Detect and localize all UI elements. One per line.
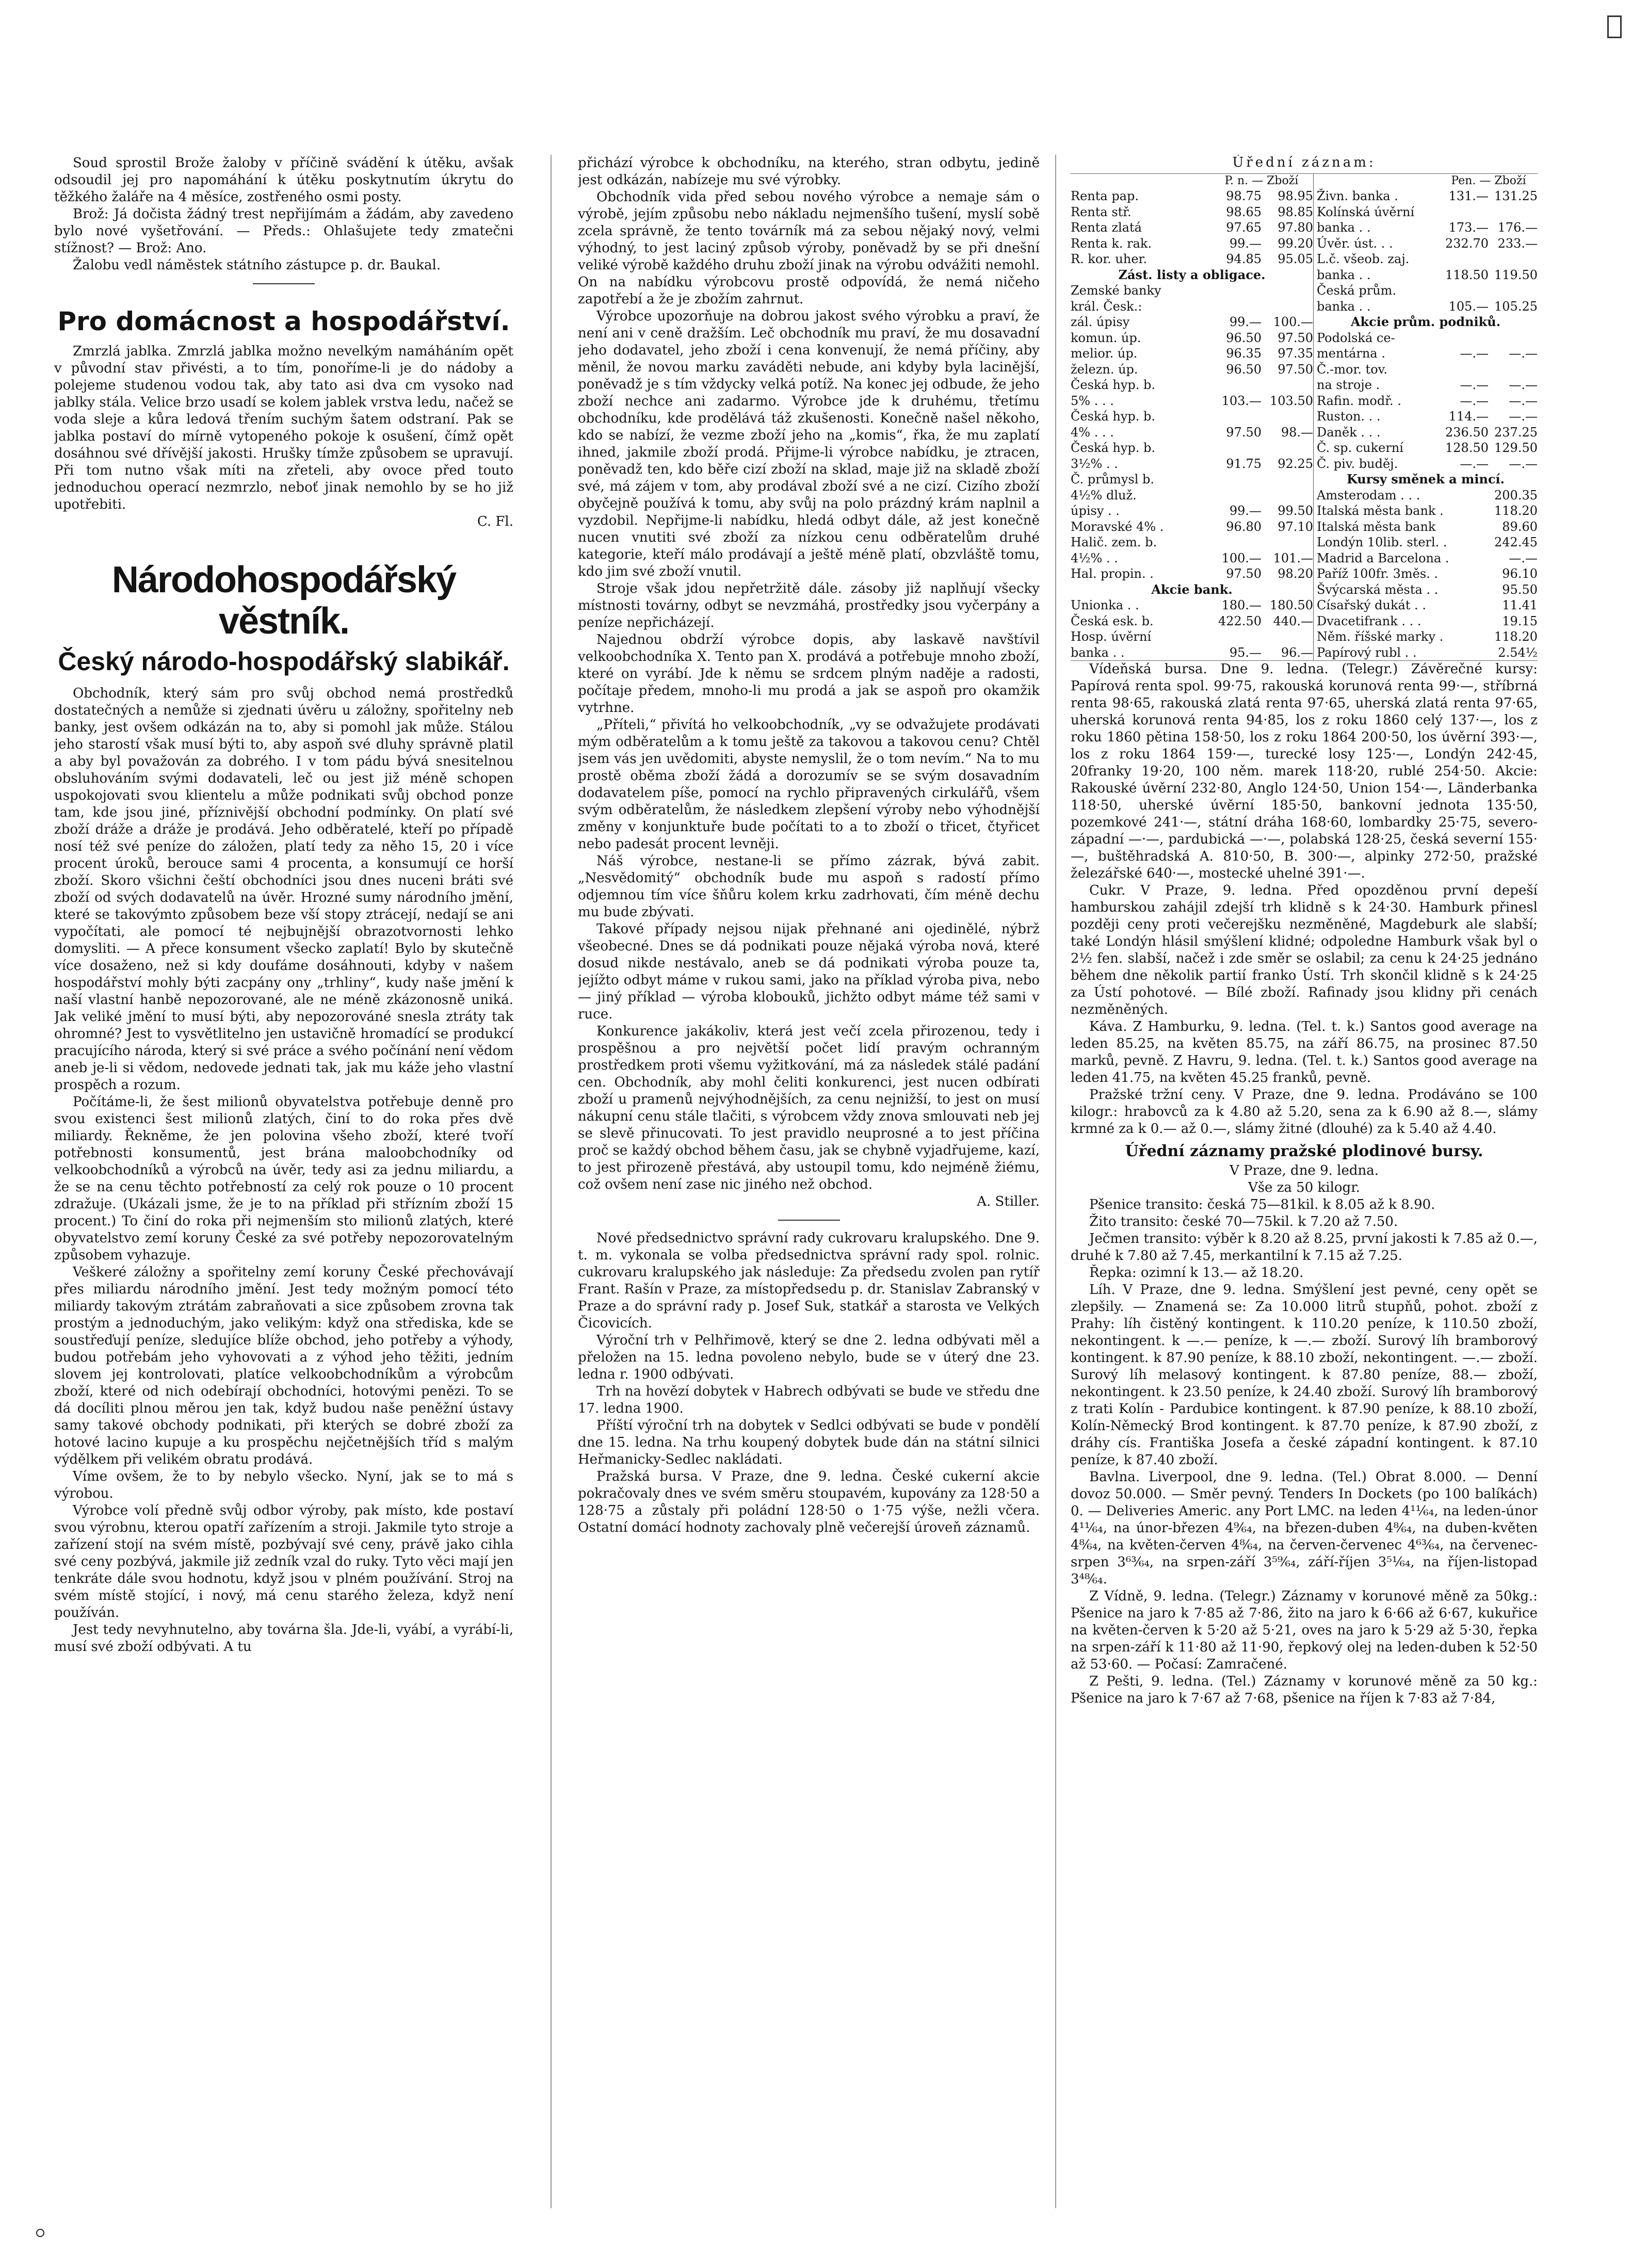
security-name: Halič. zem. b. <box>1071 535 1157 549</box>
quote-value: 95.50 <box>1502 582 1538 597</box>
security-name: Česká hyp. b. <box>1071 378 1155 392</box>
grain-exchange-title: Úřední záznamy pražské plodinové bursy. <box>1125 1142 1483 1160</box>
ask-value <box>1262 534 1313 550</box>
bid-value <box>1210 409 1262 425</box>
security-name: Č. průmysl b. <box>1071 472 1154 487</box>
economy-section-subtitle: Český národo-hospodářský slabikář. <box>58 647 510 676</box>
security-name: Renta zlatá <box>1071 220 1142 235</box>
ask-value: 131.25 <box>1494 189 1538 203</box>
ask-value: 95.05 <box>1278 252 1313 266</box>
bid-value <box>1210 377 1262 393</box>
market-row <box>1071 251 1313 267</box>
market-row <box>1071 314 1313 330</box>
security-name: král. Česk.: <box>1071 299 1142 314</box>
ask-value: 97.80 <box>1278 220 1313 235</box>
market-row <box>1314 629 1538 645</box>
ask-value <box>1262 377 1313 393</box>
market-row <box>1314 377 1538 393</box>
security-name: železn. úp. <box>1071 362 1138 377</box>
market-row <box>1071 613 1313 629</box>
market-row <box>1071 566 1313 582</box>
security-name: R. kor. uher. <box>1071 252 1147 266</box>
security-name: Č. piv. buděj. <box>1317 456 1398 471</box>
security-name: Amsterodam . . . <box>1317 488 1420 503</box>
market-row <box>1071 188 1313 204</box>
market-row <box>1314 267 1538 283</box>
security-name: Hosp. úvěrní <box>1071 629 1152 644</box>
court-report-paragraph: Brož: Já dočista žádný trest nepřijímám a žádám, aby zavedeno bylo nové vyšetřování. — Předs.: Ohlašujete tedy zmatečni stížnost? — Brož: Ano. <box>54 206 513 256</box>
market-row <box>1314 283 1538 299</box>
market-section-heading: Zást. listy a obligace. <box>1118 267 1266 282</box>
news-item: Nové předsednictvo správní rady cukrovaru kralupského. Dne 9. t. m. vykonala se volba předsednictva správní rady spol. rolnic. cukrovaru kralupského jak následuje: Za předsedu zvolen pan rytíř Frant. Rašín v Praze, za místopředsedu p. dr. Stanislav Zabranský v Praze a do správní rady p. Josef Suk, statkář a starosta ve Velkých Čicovicích. <box>578 1230 1040 1331</box>
article-paragraph: „Příteli,“ přivítá ho velkoobchodník, „vy se odvažujete prodávati mým odběratelům a k tomu ještě za takovou a takovou cenu? Chtěl jsem vás jen uvědomiti, abyste nemyslil, že o tom nevím.“ Na to mu prostě oběma zboží žádá a dorozumív se se svým dosavadním dodavatelem píše, pomocí na rychlo připravených cirkulářů, všem svým odběratelům, že následkem zlepšení výroby nebo výhodnější změny v konjunktuře bude počítati to a to zboží o třicet, čtyřicet nebo padesát procent levněji. <box>578 717 1040 852</box>
security-name: Renta k. rak. <box>1071 236 1152 251</box>
ask-value <box>1262 472 1313 488</box>
column-right <box>1071 155 1538 1707</box>
security-name: Papírový rubl . . <box>1317 645 1417 660</box>
grain-quote: Žito transito: české 70—75kil. k 7.20 až 7.50. <box>1089 1214 1398 1229</box>
ask-value: —.— <box>1509 409 1538 424</box>
bid-value: 96.50 <box>1226 362 1262 377</box>
vienna-bourse-report: Vídeňská bursa. Dne 9. ledna. (Telegr.) Závěrečné kursy: Papírová renta spol. 99·75, rakouská korunová renta 99·—, stříbrná renta 98·65, rakouská zlatá renta 97·65, uherská zlatá renta 97·65, uherská korunová renta 94·85, los z roku 1860 celý 137·—, los z roku 1860 pětina 158·50, los z roku 1864 200·50, los úvěrní 393·—, los z roku 1864 159·—, turecké losy 125·—, Londýn 242·45, 20franky 19·20, 100 něm. marek 118·20, rublé 254·50. Akcie: Rakouské úvěrní 232·80, Anglo 124·50, Union 154·—, Länderbanka 118·50, uherské úvěrní 185·50, bankovní jednota 135·50, pozemkové 241·—, státní dráha 168·60, lombardky 25·75, severo-západní —·—, pardubická —·—, polabská 128·25, česká severní 155·—, buštěhradská A. 810·50, B. 300·—, alpinky 272·50, pražské železářské 640·—, mostecké uhelné 391·—. <box>1071 661 1538 881</box>
sugar-report: Cukr. V Praze, 9. ledna. Před opozděnou první depeší hamburskou zahájil zdejší trh klidně s k 24·30. Hamburk přinesl později ceny proti večerejšku nezměněné, Magdeburk ale slabší; také Londýn hlásil smýšlení klidné; odpoledne Hamburk však byl o 2½ fen. slabší, načež i zde směr se oslabil; za cenu k 24·25 jednáno během dne několik partií franko Ústí. Trh skončil klidně s k 24·25 za Ústí pohotové. — Bílé zboží. Rafinady jsou klidny při cenách nezměněných. <box>1071 883 1538 1017</box>
ask-value: 237.25 <box>1494 425 1538 440</box>
quote-value: 200.35 <box>1494 488 1538 503</box>
market-row <box>1071 519 1313 535</box>
grain-quote: Ječmen transito: výběr k 8.20 až 8.25, první jakosti k 7.85 až 0.—, druhé k 7.80 až 7.45, merkantilní k 7.15 až 7.25. <box>1071 1231 1538 1263</box>
security-name: úpisy . . <box>1071 504 1120 518</box>
column-rule <box>1055 155 1056 2208</box>
section-divider <box>253 283 315 284</box>
ask-value: —.— <box>1509 378 1538 392</box>
market-row <box>1314 251 1538 267</box>
security-name: Kolínská úvěrní <box>1317 204 1415 219</box>
ask-value: 96.— <box>1281 645 1313 660</box>
bid-value <box>1440 283 1489 299</box>
security-name: Dvacetifrank . . . <box>1317 613 1421 628</box>
cotton-report: Bavlna. Liverpool, dne 9. ledna. (Tel.) Obrat 8.000. — Denní dovoz 50.000. — Směr pevný. Tenders In Dockets (po 100 balíkách) 0. — Deliveries Americ. any Port LMC. na leden 4¹¹⁄₆₄, na leden-únor 4¹¹⁄₆₄, na únor-březen 4⁹⁄₆₄, na březen-duben 4⁸⁄₆₄, na duben-květen 4⁸⁄₆₄, na květen-červen 4⁸⁄₆₄, na červen-červenec 4⁶³⁄₆₄, na červenec-srpen 3⁶³⁄₆₄, na srpen-září 3⁵⁹⁄₆₄, září-říjen 3⁵¹⁄₆₄, na říjen-listopad 3⁴⁸⁄₆₄. <box>1071 1469 1538 1587</box>
ask-value: —.— <box>1509 393 1538 408</box>
market-section-heading: Akcie prům. podniků. <box>1350 314 1501 329</box>
coffee-report: Káva. Z Hamburku, 9. ledna. (Tel. t. k.) Santos good average na leden 85.25, na květen 85.75, na září 86.75, na prosinec 87.50 marků, pevně. Z Havru, 9. ledna. (Tel. t. k.) Santos good average na leden 41.75, na květen 45.25 franků, pevně. <box>1071 1019 1538 1086</box>
market-row <box>1314 393 1538 409</box>
security-name: Č. sp. cukerní <box>1317 441 1403 455</box>
ask-value: 97.50 <box>1278 330 1313 345</box>
article-paragraph: Stroje však jdou nepřetržitě dále. zásoby již naplňují všecky místnosti továrny, odbyt se nevzmáhá, prostředky jsou vyčerpány a peníze nepřicházejí. <box>578 581 1040 630</box>
market-records-title: Úřední záznam: <box>1232 155 1376 170</box>
ask-value <box>1489 251 1538 267</box>
bid-value <box>1210 488 1262 504</box>
ask-value <box>1262 409 1313 425</box>
market-row <box>1071 425 1313 441</box>
quote-value: 118.20 <box>1494 629 1538 644</box>
security-name: L.č. všeob. zaj. <box>1317 252 1410 266</box>
market-row <box>1071 409 1313 425</box>
market-row <box>1071 440 1313 456</box>
ask-value: 97.50 <box>1278 362 1313 377</box>
bid-value: 236.50 <box>1445 425 1489 440</box>
ask-value: 98.— <box>1281 425 1313 440</box>
quote-value: —.— <box>1509 550 1538 565</box>
security-name: Italská města bank . <box>1317 504 1444 518</box>
quote-value: 242.45 <box>1494 535 1538 549</box>
market-row <box>1314 613 1538 629</box>
security-name: komun. úp. <box>1071 330 1141 345</box>
ask-value: 129.50 <box>1494 441 1538 455</box>
security-name: banka . . <box>1317 220 1371 235</box>
market-row <box>1071 472 1313 488</box>
security-name: Unionka . . <box>1071 598 1139 612</box>
security-name: Úvěr. úst. . . <box>1317 236 1393 251</box>
market-row <box>1071 220 1313 236</box>
ask-value <box>1262 440 1313 456</box>
security-name: Císařský dukát . . <box>1317 598 1427 612</box>
court-report-paragraph: Soud sprostil Brože žaloby v příčině svádění k útěku, avšak odsoudil jej pro napomáhání k útěku poskytnutím úkrytu do těžkého žaláře na 4 měsíce, zostřeného osmi posty. <box>54 155 513 205</box>
ask-value: 440.— <box>1273 613 1313 628</box>
column-rule <box>551 155 552 2208</box>
ask-value: 98.20 <box>1278 566 1313 581</box>
bid-value <box>1210 534 1262 550</box>
ask-value: 97.35 <box>1278 346 1313 361</box>
bid-value <box>1210 283 1262 299</box>
bid-value: 103.— <box>1221 393 1262 408</box>
bid-value: 99.— <box>1229 315 1262 329</box>
market-row <box>1071 488 1313 504</box>
corner-crop-mark <box>1607 15 1622 38</box>
grain-date: V Praze, dne 9. ledna. <box>1229 1163 1379 1178</box>
market-row <box>1071 645 1313 661</box>
market-row <box>1071 299 1313 315</box>
ask-value: 105.25 <box>1494 299 1538 314</box>
security-name: Ruston. . . <box>1317 409 1381 424</box>
vienna-grain-report: Z Vídně, 9. ledna. (Telegr.) Záznamy v korunové měně za 50kg.: Pšenice na jaro k 7·85 až 7·86, žito na jaro k 6·66 až 6·67, kukuřice na květen-červen k 5·20 až 5·21, oves na jaro k 5·29 až 5·30, řepka na srpen-září k 11·80 až 11·90, řepkový olej na leden-duben k 52·50 až 53·60. — Počasí: Zamračené. <box>1071 1589 1538 1672</box>
punch-hole-mark <box>36 2229 44 2237</box>
market-table-left <box>1071 174 1314 660</box>
market-row <box>1071 393 1313 409</box>
security-name: Zemské banky <box>1071 283 1161 298</box>
bid-value: 98.65 <box>1226 204 1262 219</box>
security-name: Něm. říšské marky . <box>1317 629 1444 644</box>
author-signature: A. Stiller. <box>977 1194 1040 1209</box>
market-row <box>1314 409 1538 425</box>
market-row <box>1314 204 1538 220</box>
article-paragraph: Najednou obdrží výrobce dopis, aby laskavě navštívil velkoobchodníka X. Tento pan X. prodává a potřebuje mnoho zboží, které on vyrábí. Jde k němu se srdcem plným naděje a radosti, počítaje předem, mnoho-li mu prodá a jak se aspoň pro okamžik vytrhne. <box>578 632 1040 716</box>
market-row <box>1071 597 1313 613</box>
news-item: Příští výroční trh na dobytek v Sedlci odbývati se bude v pondělí dne 15. ledna. Na trhu koupený dobytek bude dán na státní silnici Heřmanicky-Sedlec nakládati. <box>578 1418 1040 1467</box>
bid-value: 96.50 <box>1226 330 1262 345</box>
market-row <box>1314 236 1538 252</box>
bid-value: 97.65 <box>1226 220 1262 235</box>
ask-value <box>1489 362 1538 378</box>
household-paragraph: Zmrzlá jablka. Zmrzlá jablka možno nevelkým namáháním opět v původní stav přivésti, a to tím, ponoříme-li je do nádoby a polejeme studenou vodou tak, aby tato asi dva cm vysoko nad jablky stála. Velice brzo usadí se kolem jablek vrstva ledu, načež se voda sleje a kůra ledová třením suchým šatem odstraní. Pak se jablka postaví do mírně vytopeného pokoje k osušení, čímž opět dosáhnou své dřívější jakosti. Hrušky tímže způsobem se upravují. Při tom nutno však míti na zřeteli, aby ovoce před touto jednoduchou operací nezmrzlo, neboť jinak nemohlo by se ho již upotřebiti. <box>54 344 513 512</box>
bid-value: 118.50 <box>1445 267 1489 282</box>
economy-paragraph: Víme ovšem, že to by nebylo všecko. Nyní, jak se to má s výrobou. <box>54 1469 513 1501</box>
market-row <box>1071 346 1313 362</box>
bid-value: 96.80 <box>1226 519 1262 534</box>
ask-value: 180.50 <box>1270 598 1313 612</box>
grain-quote: Řepka: ozimní k 13.— až 18.20. <box>1089 1265 1304 1281</box>
news-item: Trh na hovězí dobytek v Habrech odbývati se bude ve středu dne 17. ledna 1900. <box>578 1384 1040 1416</box>
bid-value: 100.— <box>1221 550 1262 565</box>
security-name: Paříž 100fr. 3měs. . <box>1317 566 1439 581</box>
security-name: Renta stř. <box>1071 204 1132 219</box>
security-name: Česká prům. <box>1317 283 1397 298</box>
bid-value: 114.— <box>1448 409 1489 424</box>
ask-value <box>1489 283 1538 299</box>
quote-value: 89.60 <box>1502 519 1538 534</box>
news-item: Výroční trh v Pelhřimově, který se dne 2. ledna odbývati měl a přeložen na 15. ledna povoleno nebylo, bude se v úterý dne 23. ledna r. 1900 odbývati. <box>578 1333 1040 1382</box>
security-name: Moravské 4% . <box>1071 519 1164 534</box>
market-row <box>1071 204 1313 220</box>
bid-value: 131.— <box>1448 189 1489 203</box>
bid-value <box>1210 440 1262 456</box>
security-name: Č.-mor. tov. <box>1317 362 1387 377</box>
grain-quote: Pšenice transito: česká 75—81kil. k 8.05 až k 8.90. <box>1089 1197 1435 1212</box>
bid-value: 97.50 <box>1226 566 1262 581</box>
bid-value: 91.75 <box>1226 456 1262 471</box>
market-row <box>1071 377 1313 393</box>
market-row <box>1071 456 1313 472</box>
bid-value <box>1210 472 1262 488</box>
bid-value <box>1440 251 1489 267</box>
ask-value <box>1262 283 1313 299</box>
security-name: banka . . <box>1071 645 1125 660</box>
security-name: 4½% . . <box>1071 550 1118 565</box>
prague-market-report: Pražské tržní ceny. V Praze, dne 9. ledna. Prodáváno se 100 kilogr.: hrabovců za k 4.80 až 5.20, sena za k 6.90 až 8.—, slámy krmné za k 0.— až 0.—, slámy žitné (dlouhé) za k 5.40 až 4.40. <box>1071 1087 1538 1137</box>
market-colhead: Pen. — Zboží <box>1451 174 1526 187</box>
market-row <box>1314 299 1538 315</box>
news-item: Pražská bursa. V Praze, dne 9. ledna. České cukerní akcie pokračovaly dnes ve svém směru stoupavém, kupovány za 128·50 a 128·75 a zůstaly při poládní 128·50 o 1·75 výše, nežli včera. Ostatní domácí hodnoty zachovaly plně večerejší úroveň záznamů. <box>578 1469 1040 1535</box>
bid-value: 232.70 <box>1445 236 1489 251</box>
ask-value: 92.25 <box>1278 456 1313 471</box>
market-row <box>1314 566 1538 582</box>
ask-value: —.— <box>1509 346 1538 361</box>
market-table <box>1071 173 1538 661</box>
bid-value: 99.— <box>1229 504 1262 518</box>
security-name: mentárna . <box>1317 346 1385 361</box>
bid-value: 128.50 <box>1445 441 1489 455</box>
ask-value: 98.85 <box>1278 204 1313 219</box>
security-name: 4½% dluž. <box>1071 488 1137 503</box>
bid-value <box>1440 362 1489 378</box>
ask-value <box>1262 299 1313 315</box>
household-section-title: Pro domácnost a hospodářství. <box>57 306 510 336</box>
pest-grain-report: Z Pešti, 9. ledna. (Tel.) Záznamy v korunové měně za 50 kg.: Pšenice na jaro k 7·67 až 7·68, pšenice na říjen k 7·83 až 7·84, <box>1071 1674 1538 1706</box>
market-row <box>1314 440 1538 456</box>
security-name: 4% . . . <box>1071 425 1114 440</box>
market-row <box>1071 283 1313 299</box>
market-row <box>1071 550 1313 566</box>
security-name: Daněk . . . <box>1317 425 1381 440</box>
bid-value <box>1440 204 1489 220</box>
bid-value: —.— <box>1460 346 1489 361</box>
security-name: Švýcarská města . . <box>1317 582 1439 597</box>
security-name: 5% . . . <box>1071 393 1114 408</box>
market-row <box>1071 503 1313 519</box>
market-row <box>1314 534 1538 550</box>
grain-unit: Vše za 50 kilogr. <box>1248 1180 1361 1195</box>
market-row <box>1314 425 1538 441</box>
ask-value: 176.— <box>1497 220 1538 235</box>
column-left <box>54 155 513 1656</box>
market-row <box>1314 346 1538 362</box>
article-paragraph: Takové případy nejsou nijak přehnané ani ojedinělé, nýbrž všeobecné. Dnes se dá podnikati pouze nějaká výroba nová, které dosud nikde nestávalo, aneb se dá podnikati výroba pouze ta, jejížto odbyt máme v rukou sami, jako na příklad výroba piva, nebo — jiný příklad — výroba klobouků, jichžto odbyt máme též sami v ruce. <box>578 921 1040 1022</box>
newspaper-page <box>54 155 1540 2208</box>
quote-value: 2.54½ <box>1498 645 1538 660</box>
economy-paragraph: Veškeré záložny a spořitelny zemí koruny České přechovávají přes miliardu národního jmění. Jest tedy možným pomocí této miliardy takovým ztrátám zabraňovati a sice způsobem zrovna tak prostým a jednoduchým, jako velikým: když ona střediska, kde se soustřeďují peníze, sledujíce blíže obchod, jeho potřeby a výhody, budou potřebám jeho vyhovovati a z výhod jeho těžiti, jedním slovem jej kontrolovati, platíce velkoobchodníkům a výrobcům zboží, které od nich odebírají obchodníci, hotovými penězi. To se dá docíliti plnou měrou jen tak, když budou naše peněžní ústavy samy takové obchody podnikati, při kterých se dobré zboží za hotové lacino kupuje a ku prospěchu nejčetnějších tříd s malým výdělkem při velikém obratu prodává. <box>54 1265 513 1467</box>
ask-value: 98.95 <box>1278 189 1313 203</box>
market-row <box>1314 220 1538 236</box>
quote-value: 19.15 <box>1502 613 1538 628</box>
security-name: Hal. propin. . <box>1071 566 1154 581</box>
bid-value <box>1440 330 1489 346</box>
market-row <box>1314 188 1538 204</box>
bid-value: —.— <box>1460 378 1489 392</box>
ask-value <box>1489 204 1538 220</box>
ask-value: 99.20 <box>1278 236 1313 251</box>
bid-value: 94.85 <box>1226 252 1262 266</box>
spirit-report: Líh. V Praze, dne 9. ledna. Smýšlení jest pevné, ceny opět se zlepšily. — Znamená se: Za 10.000 litrů stupňů, pohot. zboží z Prahy: líh čistěný kontingent. k 110.20 peníze, k 110.50 zboží, nekontingent. k —.— peníze, k —.— zboží. Surový líh bramborový kontingent. k 87.90 peníze, k 88.10 zboží, nekontingent. —.— zboží. Surový líh melasový kontingent. k 87.80 peníze, 88.— zboží, nekontingent. k 23.50 peníze, k 24.40 zboží. Surový líh bramborový z trati Kolín - Pardubice kontingent. k 87.90 peníze, k 88.10 zboží, Kolín-Německý Brod kontingent. k 87.70 peníze, k 87.90 zboží, z dráhy cís. Františka Josefa a české západní kontingent. k 87.10 peníze, k 87.40 zboží. <box>1071 1282 1538 1468</box>
security-name: Podolská ce- <box>1317 330 1395 345</box>
bid-value <box>1210 299 1262 315</box>
quote-value: 118.20 <box>1494 504 1538 518</box>
quote-value: 96.10 <box>1502 566 1538 581</box>
bid-value: 99.— <box>1229 236 1262 251</box>
economy-paragraph: Výrobce volí předně svůj odbor výroby, pak místo, kde postaví svou výrobnu, kterou opatří zařízením a stroji. Jakmile tyto stroje a zařízení stojí na svém místě, pozbývají své ceny, právě jako cihla své ceny pozbývá, jakmile již zedník vzal do ruky. Tyto věci mají jen tenkráte dále svou hodnotu, když jsou v plném používání. Stroj na svém místě stojící, i nový, má cenu starého železa, když není používán. <box>54 1503 513 1621</box>
economy-paragraph: Jest tedy nevyhnutelno, aby továrna šla. Jde-li, vyábí, a vyrábí-li, musí své zboží odbývati. A tu <box>54 1622 513 1655</box>
ask-value: 119.50 <box>1494 267 1538 282</box>
section-divider <box>778 1220 840 1221</box>
security-name: Česká esk. b. <box>1071 613 1154 628</box>
security-name: Renta pap. <box>1071 189 1139 203</box>
ask-value: 97.10 <box>1278 519 1313 534</box>
security-name: Živn. banka . <box>1317 189 1398 203</box>
bid-value: 98.75 <box>1226 189 1262 203</box>
bid-value: —.— <box>1460 456 1489 471</box>
ask-value: —.— <box>1509 456 1538 471</box>
market-row <box>1314 503 1538 519</box>
market-row <box>1314 456 1538 472</box>
market-row <box>1071 330 1313 346</box>
economy-paragraph: Obchodník, který sám pro svůj obchod nemá prostředků dostatečných a nemůže si zjednati úvěru u záložny, spořitelny neb banky, jest ovšem odkázán na to, aby si pomohl jak může. Stálou jeho starostí však musí býti to, aby aspoň své dluhy správně platil a aby byl považován za dobrého. I v tom pádu bývá snesitelnou obsluhováním svými dodavateli, leč ou jest již méně schopen uspokojovati svou klientelu a může podnikati svůj obchod ponze tam, kde jsou jiné, příznivější obchodní podmínky. On platí své zboží dráže a dráže je prodává. Jeho odběratelé, kteří po případě nosí též své peníze do záložen, platí tedy za něho 15, 20 i více procent úroků, berouce sami 4 procenta, a konsumují ce horší zboží. Skoro všichni čeští obchodníci jsou dnes nuceni bráti své zboží od svých dodavatelů na úvěr. Hrozné sumy národního jmění, které se takovýmto způsobem beze vší stopy ztrácejí, nedají se ani vypočítati, ale pomocí té nejbujnější obrazotvornosti lehko domysliti. — A přece konsument všecko zaplatí! Bylo by skutečně více dosaženo, než si kdy doufáme dosáhnouti, kdyby v našem hospodářství mohly býti zacpány ony „trhliny“, kudy naše jmění k naší vlastní hanbě nepozorované, ale ne méně zkázonosně uniká. Jak veliké jmění to musí býti, aby nepozorováné snesla ztráty tak ohromné? Jest to vysvětlitelno jen ustavičně hromadící se produkcí pracujícího národa, který si své práce a svého počínání není vědom aneb je-li si vědom, nedovede jednati tak, jak mu káže jeho vlastní prospěch a rozum. <box>54 686 513 1093</box>
column-middle <box>578 155 1040 1536</box>
bid-value: 95.— <box>1229 645 1262 660</box>
ask-value: 103.50 <box>1270 393 1313 408</box>
market-row <box>1071 236 1313 252</box>
ask-value: 101.— <box>1273 550 1313 565</box>
market-table-right <box>1314 174 1538 660</box>
security-name: banka . . <box>1317 267 1371 282</box>
security-name: banka . . <box>1317 299 1371 314</box>
market-row <box>1314 362 1538 378</box>
market-section-heading: Kursy směnek a mincí. <box>1346 472 1505 487</box>
quote-value: 11.41 <box>1502 598 1538 612</box>
security-name: Česká hyp. b. <box>1071 409 1155 424</box>
market-row <box>1314 330 1538 346</box>
bid-value: 105.— <box>1448 299 1489 314</box>
ask-value <box>1262 488 1313 504</box>
bid-value <box>1210 629 1262 645</box>
bid-value: 422.50 <box>1218 613 1262 628</box>
article-paragraph: Náš výrobce, nestane-li se přímo zázrak, bývá zabit. „Nesvědomitý“ obchodník bude mu aspoň s radostí přímo odjemnou tím více šňůru kolem krku zadrhovati, čím méně dechu mu bude zbývati. <box>578 853 1040 920</box>
security-name: Madrid a Barcelona . <box>1317 550 1449 565</box>
ask-value: 233.— <box>1497 236 1538 251</box>
ask-value: 100.— <box>1273 315 1313 329</box>
market-colhead: P. n. — Zboží <box>1224 174 1299 187</box>
security-name: Rafin. modř. . <box>1317 393 1401 408</box>
bid-value: —.— <box>1460 393 1489 408</box>
bid-value: 97.50 <box>1226 425 1262 440</box>
security-name: melior. úp. <box>1071 346 1138 361</box>
security-name: 3½% . . <box>1071 456 1118 471</box>
security-name: zál. úpisy <box>1071 315 1130 329</box>
bid-value: 173.— <box>1448 220 1489 235</box>
article-paragraph: Výrobce upozorňuje na dobrou jakost svého výrobku a praví, že není ani v ceně dražším. Leč obchodník mu praví, že mu dosavadní jeho dodavatel, jeho zboží i cena konvenují, že nemá příčiny, aby měnil, že novou marku zaváděti nebude, ani kdyby byla lacinější, poněvadž je s tím vždycky velká potíž. Na konec jej odbude, že jeho zboží nechce ani zadarmo. Výrobce jde k druhému, třetímu obchodníku, kde prodělává táž zkušenosti. Konečně našel někoho, kdo se nabízí, že vezme zboží jeho na „komis“, řka, že mu zaplatí ihned, jakmile zboží prodá. Přijme-li výrobce nabídku, je ztracen, poněvadž ten, kdo běře cizí zboží na sklad, maje již na skladě zboží své, má zájem v tom, aby prodával zboží své a ne cizí. Cizího zboží obyčejně používá k tomu, aby svůj na polo prázdný krám naplnil a vyzdobil. Nepřijme-li nabídku, hledá odbyt dále, až jest konečně nucen vnutiti své zboží za nízkou cenu odběratelům druhé kategorie, kteří málo prodávají a ještě méně platí, obzvláště tomu, kdo jim své zboží vnutil. <box>578 309 1040 579</box>
economy-paragraph: Počítáme-li, že šest milionů obyvatelstva potřebuje denně pro svou existenci šest milionů zlatých, činí to do roka přes dvě miliardy. Řekněme, že jen polovina všeho zboží, které tvoří potřebnosti konsumentů, jest brána maloobchodníky od velkoobchodníků a výrobců na úvěr, tedy asi za jednu miliardu, a že se na cenu těchto potřebností za celý rok pouze o 10 procent zdražuje. (Ukázali jsme, že je to na příklad při střízním zboží 15 procent.) To činí do roka při nejmenším sto milionů zlatých, které obyvatelstvo zemí koruny České za své potřeby nepozorovatelným způsobem vyhazuje. <box>54 1094 513 1263</box>
security-name: Italská města bank <box>1317 519 1436 534</box>
bid-value: 180.— <box>1221 598 1262 612</box>
article-paragraph: Konkurence jakákoliv, která jest večí zcela přirozenou, tedy i prospěšnou a pro největší počet lidí pravým ochranným prostředkem proti všemu vyžitkování, má za následek stálé padání cen. Obchodník, aby mohl čeliti konkurenci, jest nucen odbírati zboží u pramenů nejvýhodnějších, za cenu nejnižší, to jest on musí nákupní cenu stále tlačiti, s výrobcem vždy znova smlouvati neb jej se slevě přinucovati. To jest pravidlo neuprosné a to jest příčina proč se každý obchod během času, jak se chybně vyjadřujeme, kazí, to jest přirozeně přestává, aby ustoupil tomu, kdo nejméně žiému, což ovšem není zase nic jiného než obchod. <box>578 1024 1040 1192</box>
market-row <box>1314 645 1538 661</box>
article-paragraph: Obchodník vida před sebou nového výrobce a nemaje sám o výrobě, jejím způsobu nebo nákladu nejmenšího tušení, myslí sobě zcela správně, že tento továrník má za sebou nějaký nový, velmi výhodný, to jest laciný způsob výroby, poněvadž by se při dnešní veliké výrobě každého druhu zboží jinak na výrobu odvážiti nemohl. On na nabídku výrobcovu prostě odpovídá, že nemá ničeho zapotřebí a že je zbožím zahrnut. <box>578 189 1040 307</box>
market-row <box>1314 597 1538 613</box>
market-row <box>1314 488 1538 504</box>
security-name: Londýn 10lib. sterl. . <box>1317 535 1447 549</box>
market-row <box>1071 362 1313 378</box>
market-section-heading: Akcie bank. <box>1151 581 1233 597</box>
ask-value <box>1489 330 1538 346</box>
ask-value <box>1262 629 1313 645</box>
bid-value: 96.35 <box>1226 346 1262 361</box>
market-row <box>1071 534 1313 550</box>
author-signature: C. Fl. <box>477 514 513 529</box>
court-report-paragraph: Žalobu vedl náměstek státního zástupce p. dr. Baukal. <box>73 257 441 273</box>
article-paragraph: přichází výrobce k obchodníku, na kterého, stran odbytu, jedině jest odkázán, nabízeje mu své výrobky. <box>578 155 1040 188</box>
security-name: Česká hyp. b. <box>1071 441 1155 455</box>
market-row <box>1314 582 1538 598</box>
market-row <box>1314 550 1538 566</box>
ask-value: 99.50 <box>1278 504 1313 518</box>
security-name: na stroje . <box>1317 378 1380 392</box>
market-row <box>1314 519 1538 535</box>
economy-section-title: Národohospodářský věstník. <box>111 559 456 642</box>
market-row <box>1071 629 1313 645</box>
